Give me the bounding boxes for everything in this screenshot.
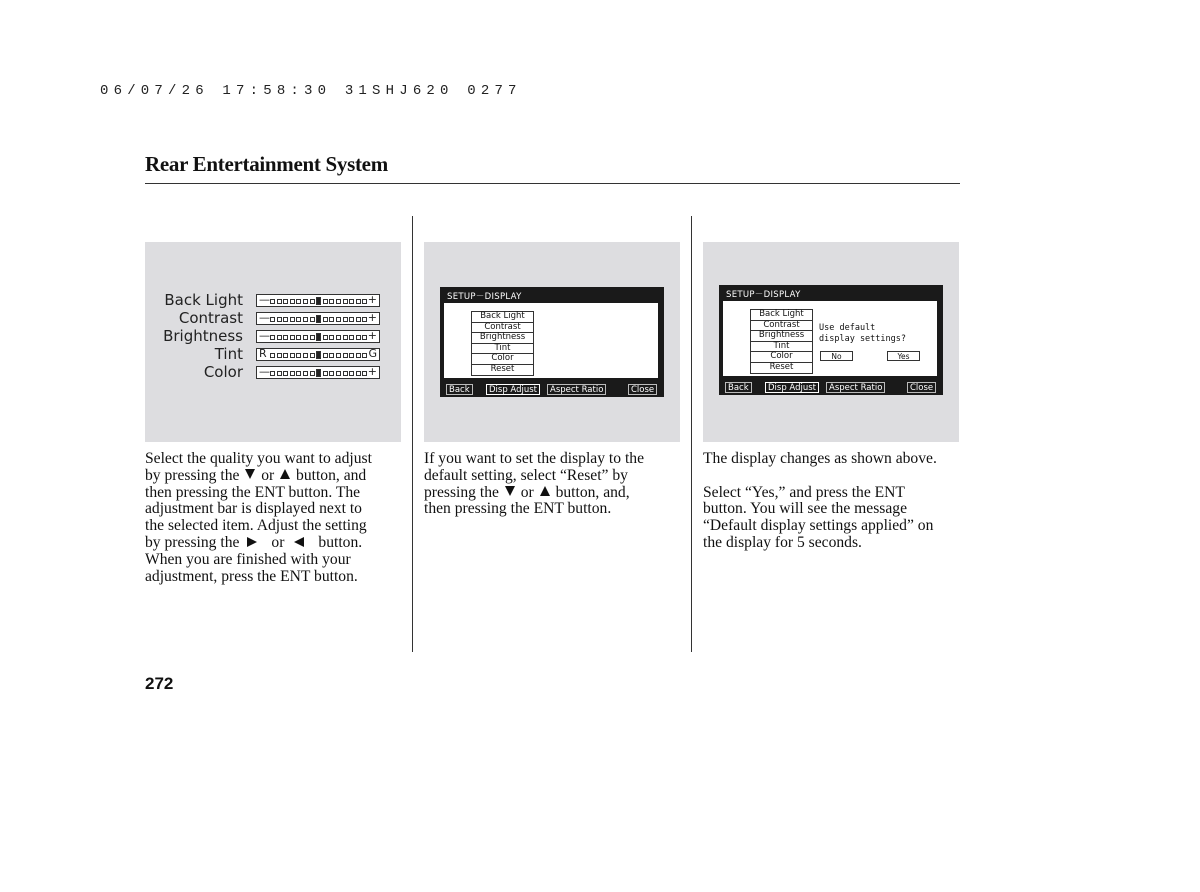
bar-segment xyxy=(270,335,275,340)
bar-segment xyxy=(283,371,288,376)
bar-segment xyxy=(343,299,348,304)
adjust-label: Back Light xyxy=(164,291,243,309)
bar-segment xyxy=(296,299,301,304)
bar-segment xyxy=(303,335,308,340)
aspect-ratio-button[interactable]: Aspect Ratio xyxy=(547,384,606,395)
confirm-message-line-2: display settings? xyxy=(819,334,906,344)
title-rule xyxy=(145,183,960,184)
text-span: or xyxy=(271,533,285,551)
menu-item-contrast[interactable]: Contrast xyxy=(751,321,812,332)
column-2-text xyxy=(424,451,689,518)
bar-level-indicator xyxy=(316,351,321,359)
adjustment-bar xyxy=(256,312,380,325)
bar-segment xyxy=(343,317,348,322)
text-line: adjustment bar is displayed next to xyxy=(145,500,362,518)
column-divider-2 xyxy=(691,216,692,652)
bar-min-marker: — xyxy=(259,311,270,324)
bar-segment xyxy=(323,299,328,304)
bar-segment xyxy=(323,335,328,340)
bar-segment xyxy=(270,317,275,322)
up-arrow-icon xyxy=(540,486,550,496)
bar-segment xyxy=(310,317,315,322)
bar-segment xyxy=(283,317,288,322)
bar-segment xyxy=(290,353,295,358)
bar-segment xyxy=(329,299,334,304)
text-line: default setting, select “Reset” by xyxy=(424,466,628,484)
bar-segment xyxy=(303,371,308,376)
menu-item-tint[interactable]: Tint xyxy=(472,344,533,355)
bar-max-marker: + xyxy=(367,365,377,378)
bar-max-marker: + xyxy=(367,293,377,306)
confirm-message xyxy=(819,323,906,345)
bar-segment xyxy=(336,371,341,376)
menu-item-contrast[interactable]: Contrast xyxy=(472,323,533,334)
bar-segment xyxy=(362,371,367,376)
bar-segment xyxy=(362,335,367,340)
text-line: the display for 5 seconds. xyxy=(703,533,862,551)
bar-segment xyxy=(296,353,301,358)
bar-min-marker: — xyxy=(259,293,270,306)
close-button[interactable]: Close xyxy=(907,382,936,393)
page-title: Rear Entertainment System xyxy=(145,152,388,176)
text-span: button, and, xyxy=(555,483,630,501)
bar-segment xyxy=(349,353,354,358)
bar-segment xyxy=(362,299,367,304)
screen-title: SETUP－DISPLAY xyxy=(726,290,801,300)
bar-level-indicator xyxy=(316,333,321,341)
paragraph: The display changes as shown above. xyxy=(703,450,937,467)
text-line: the selected item. Adjust the setting xyxy=(145,517,367,535)
setup-display-screen-confirm xyxy=(719,285,943,395)
bar-segment xyxy=(283,353,288,358)
menu-item-color[interactable]: Color xyxy=(472,354,533,365)
bar-min-marker: — xyxy=(259,329,270,342)
bar-segment xyxy=(290,317,295,322)
bar-segment xyxy=(362,353,367,358)
text-line: button. You will see the message xyxy=(703,500,908,518)
disp-adjust-button[interactable]: Disp Adjust xyxy=(486,384,540,395)
menu-item-color[interactable]: Color xyxy=(751,352,812,363)
bar-segment xyxy=(290,371,295,376)
adjust-row xyxy=(145,363,401,384)
bar-segment xyxy=(329,371,334,376)
text-line xyxy=(145,468,410,485)
bar-segment xyxy=(356,353,361,358)
text-line: adjustment, press the ENT button. xyxy=(145,567,358,585)
bar-level-indicator xyxy=(316,297,321,305)
back-button[interactable]: Back xyxy=(446,384,473,395)
bar-level-indicator xyxy=(316,369,321,377)
bar-segment xyxy=(310,335,315,340)
display-menu xyxy=(471,311,534,376)
adjust-row xyxy=(145,345,401,366)
bar-segment xyxy=(303,317,308,322)
up-arrow-icon xyxy=(280,469,290,479)
screen-title: SETUP－DISPLAY xyxy=(447,292,522,302)
text-span: or xyxy=(520,483,534,501)
text-span: pressing the xyxy=(424,483,499,501)
text-line: If you want to set the display to the xyxy=(424,450,645,467)
bar-segment xyxy=(310,353,315,358)
bar-segment xyxy=(277,353,282,358)
adjustment-bars-figure xyxy=(145,242,401,442)
bar-max-marker: + xyxy=(367,329,377,342)
bar-segment xyxy=(296,371,301,376)
bar-segment xyxy=(343,335,348,340)
text-line: When you are finished with your xyxy=(145,550,351,568)
close-button[interactable]: Close xyxy=(628,384,657,395)
adjust-label: Tint xyxy=(214,345,243,363)
bar-segment xyxy=(303,299,308,304)
text-span: by pressing the xyxy=(145,466,240,484)
bar-max-marker: G xyxy=(368,347,377,360)
aspect-ratio-button[interactable]: Aspect Ratio xyxy=(826,382,885,393)
bar-segment xyxy=(277,335,282,340)
bar-segment xyxy=(283,299,288,304)
text-line: then pressing the ENT button. xyxy=(424,500,612,518)
menu-item-reset[interactable]: Reset xyxy=(751,363,812,374)
print-stamp: 06/07/26 17:58:30 31SHJ620 0277 xyxy=(100,83,522,99)
bar-segment xyxy=(310,299,315,304)
bar-segment xyxy=(323,353,328,358)
menu-item-back-light[interactable]: Back Light xyxy=(472,312,533,323)
bar-segment xyxy=(270,371,275,376)
bar-segment xyxy=(349,317,354,322)
menu-item-reset[interactable]: Reset xyxy=(472,365,533,376)
menu-item-brightness[interactable]: Brightness xyxy=(751,331,812,342)
default-settings-figure xyxy=(703,242,959,442)
bar-segment xyxy=(277,299,282,304)
bar-segment xyxy=(296,335,301,340)
down-arrow-icon xyxy=(505,486,515,496)
bar-segment xyxy=(336,353,341,358)
bar-segment xyxy=(329,317,334,322)
yes-button[interactable]: Yes xyxy=(887,351,920,361)
bar-segment xyxy=(356,299,361,304)
setup-display-screen xyxy=(440,287,664,397)
text-line: “Default display settings applied” on xyxy=(703,517,934,535)
bar-segment xyxy=(290,299,295,304)
bar-segment xyxy=(277,371,282,376)
bar-segment xyxy=(349,299,354,304)
bar-level-indicator xyxy=(316,315,321,323)
bar-min-marker: — xyxy=(259,365,270,378)
text-span: button. xyxy=(318,533,363,551)
bar-segment xyxy=(290,335,295,340)
adjustment-bar xyxy=(256,348,380,361)
bar-segment xyxy=(336,335,341,340)
menu-item-back-light[interactable]: Back Light xyxy=(751,310,812,321)
screen-body xyxy=(444,303,658,378)
bar-segment xyxy=(362,317,367,322)
bar-segment xyxy=(336,299,341,304)
adjustment-bar xyxy=(256,294,380,307)
bar-segment xyxy=(323,317,328,322)
adjust-row xyxy=(145,327,401,348)
column-1-text xyxy=(145,451,410,585)
bar-segment xyxy=(310,371,315,376)
text-line: Select the quality you want to adjust xyxy=(145,450,372,467)
text-line: then pressing the ENT button. The xyxy=(145,483,361,501)
bar-segment xyxy=(343,353,348,358)
screen-body xyxy=(723,301,937,376)
bar-segment xyxy=(270,353,275,358)
bar-max-marker: + xyxy=(367,311,377,324)
bar-segment xyxy=(336,317,341,322)
page-number: 272 xyxy=(145,674,174,693)
confirm-message-line-1: Use default xyxy=(819,323,876,333)
display-menu xyxy=(750,309,813,374)
text-line: Select “Yes,” and press the ENT xyxy=(703,483,905,501)
adjust-label: Brightness xyxy=(163,327,243,345)
bar-segment xyxy=(303,353,308,358)
bar-segment xyxy=(283,335,288,340)
right-arrow-icon xyxy=(247,537,257,547)
display-menu-figure xyxy=(424,242,680,442)
down-arrow-icon xyxy=(245,469,255,479)
screen-button-bar xyxy=(440,381,664,397)
bar-segment xyxy=(323,371,328,376)
adjustment-bar xyxy=(256,366,380,379)
text-line xyxy=(424,485,689,502)
left-arrow-icon xyxy=(294,537,304,547)
adjustment-bar xyxy=(256,330,380,343)
screen-button-bar xyxy=(719,379,943,395)
bar-min-marker: R xyxy=(259,347,267,360)
bar-segment xyxy=(277,317,282,322)
bar-segment xyxy=(329,335,334,340)
text-span: by pressing the xyxy=(145,533,240,551)
bar-segment xyxy=(270,299,275,304)
bar-segment xyxy=(349,335,354,340)
bar-segment xyxy=(329,353,334,358)
adjust-label: Color xyxy=(203,363,243,381)
column-divider-1 xyxy=(412,216,413,652)
adjust-label: Contrast xyxy=(178,309,243,327)
no-button[interactable]: No xyxy=(820,351,853,361)
back-button[interactable]: Back xyxy=(725,382,752,393)
text-span: button, and xyxy=(296,466,367,484)
column-3-text xyxy=(703,451,968,552)
bar-segment xyxy=(296,317,301,322)
disp-adjust-button[interactable]: Disp Adjust xyxy=(765,382,819,393)
bar-segment xyxy=(349,371,354,376)
bar-segment xyxy=(356,317,361,322)
bar-segment xyxy=(356,371,361,376)
bar-segment xyxy=(356,335,361,340)
text-line xyxy=(145,535,410,552)
text-span: or xyxy=(261,466,275,484)
bar-segment xyxy=(343,371,348,376)
menu-item-tint[interactable]: Tint xyxy=(751,342,812,353)
menu-item-brightness[interactable]: Brightness xyxy=(472,333,533,344)
